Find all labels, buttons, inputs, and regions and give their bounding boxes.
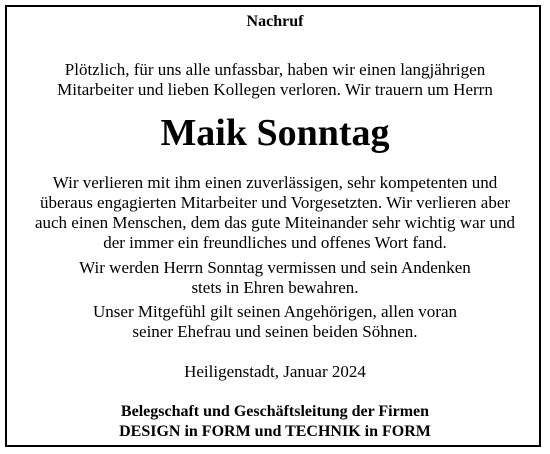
tribute-line: auch einen Menschen, dem das gute Miteinander sehr wichtig war und xyxy=(34,213,516,232)
remembrance-paragraph xyxy=(0,258,550,298)
condolence-paragraph xyxy=(0,302,550,342)
remembrance-line: stets in Ehren bewahren. xyxy=(191,278,359,297)
deceased-name: Maik Sonntag xyxy=(160,112,390,154)
notice-heading: Nachruf xyxy=(246,13,304,30)
place-date: Heiligenstadt, Januar 2024 xyxy=(184,362,366,381)
intro-text xyxy=(0,60,550,100)
signature xyxy=(0,402,550,442)
intro-line: Plötzlich, für uns alle unfassbar, haben wir einen langjährigen xyxy=(64,60,486,79)
intro-line: Mitarbeiter und lieben Kollegen verloren. Wir trauern um Herrn xyxy=(57,80,493,99)
condolence-line: Unser Mitgefühl gilt seinen Angehörigen, allen voran xyxy=(93,302,457,321)
remembrance-line: Wir werden Herrn Sonntag vermissen und sein Andenken xyxy=(79,258,471,277)
tribute-line: Wir verlieren mit ihm einen zuverlässigen, sehr kompetenten und xyxy=(52,173,498,192)
signature-line: DESIGN in FORM und TECHNIK in FORM xyxy=(119,423,431,440)
tribute-line: überaus engagierten Mitarbeiter und Vorgesetzten. Wir verlieren aber xyxy=(39,193,511,212)
tribute-line: der immer ein freundliches und offenes Wort fand. xyxy=(103,233,447,252)
condolence-line: seiner Ehefrau und seinen beiden Söhnen. xyxy=(132,322,418,341)
signature-line: Belegschaft und Geschäftsleitung der Firmen xyxy=(120,403,430,420)
tribute-paragraph xyxy=(0,173,550,253)
